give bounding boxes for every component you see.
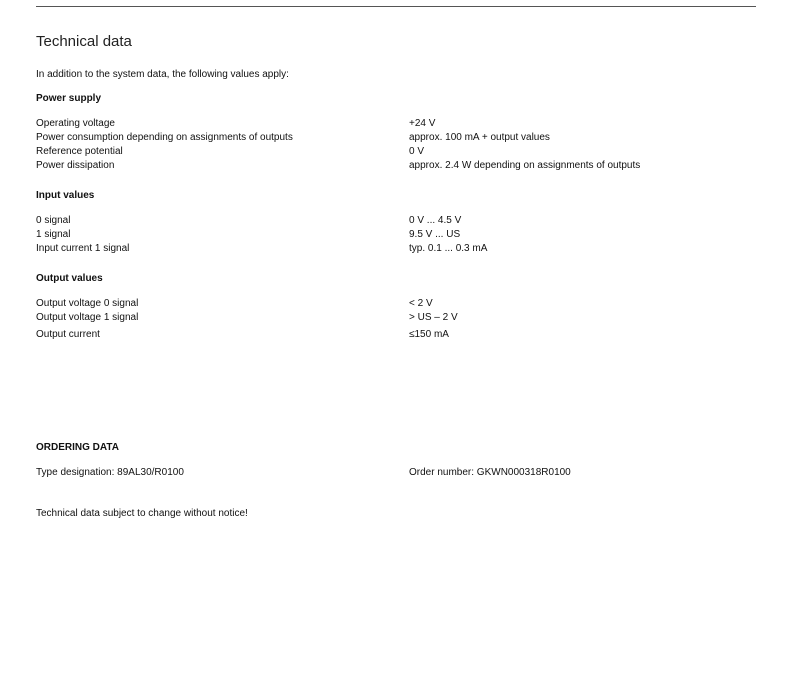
row-label: Output current bbox=[36, 329, 100, 340]
page-title: Technical data bbox=[36, 33, 132, 50]
type-designation: Type designation: 89AL30/R0100 bbox=[36, 467, 184, 478]
row-label: Output voltage 1 signal bbox=[36, 312, 139, 323]
row-value: approx. 100 mA + output values bbox=[409, 132, 550, 143]
row-value: +24 V bbox=[409, 118, 436, 129]
row-value: approx. 2.4 W depending on assignments of outputs bbox=[409, 160, 641, 171]
order-number: Order number: GKWN000318R0100 bbox=[409, 467, 571, 478]
row-value: < 2 V bbox=[409, 298, 433, 309]
row-value: 0 V ... 4.5 V bbox=[409, 215, 462, 226]
row-label: Power consumption depending on assignments of outputs bbox=[36, 132, 293, 143]
row-value: 0 V bbox=[409, 146, 425, 157]
ordering-data-heading: ORDERING DATA bbox=[36, 442, 119, 453]
row-label: 1 signal bbox=[36, 229, 71, 240]
section-heading-input-values: Input values bbox=[36, 190, 95, 201]
section-heading-power-supply: Power supply bbox=[36, 93, 102, 104]
row-label: Input current 1 signal bbox=[36, 243, 130, 254]
top-divider bbox=[36, 6, 756, 7]
section-heading-output-values: Output values bbox=[36, 273, 103, 284]
intro-text: In addition to the system data, the following values apply: bbox=[36, 69, 289, 80]
disclaimer-note: Technical data subject to change without notice! bbox=[36, 508, 248, 519]
row-label: Power dissipation bbox=[36, 160, 115, 171]
row-value: > US – 2 V bbox=[409, 312, 458, 323]
row-value: 9.5 V ... US bbox=[409, 229, 461, 240]
row-label: Output voltage 0 signal bbox=[36, 298, 139, 309]
row-value: typ. 0.1 ... 0.3 mA bbox=[409, 243, 488, 254]
row-value: ≤150 mA bbox=[409, 329, 449, 340]
row-label: 0 signal bbox=[36, 215, 71, 226]
row-label: Reference potential bbox=[36, 146, 123, 157]
row-label: Operating voltage bbox=[36, 118, 115, 129]
